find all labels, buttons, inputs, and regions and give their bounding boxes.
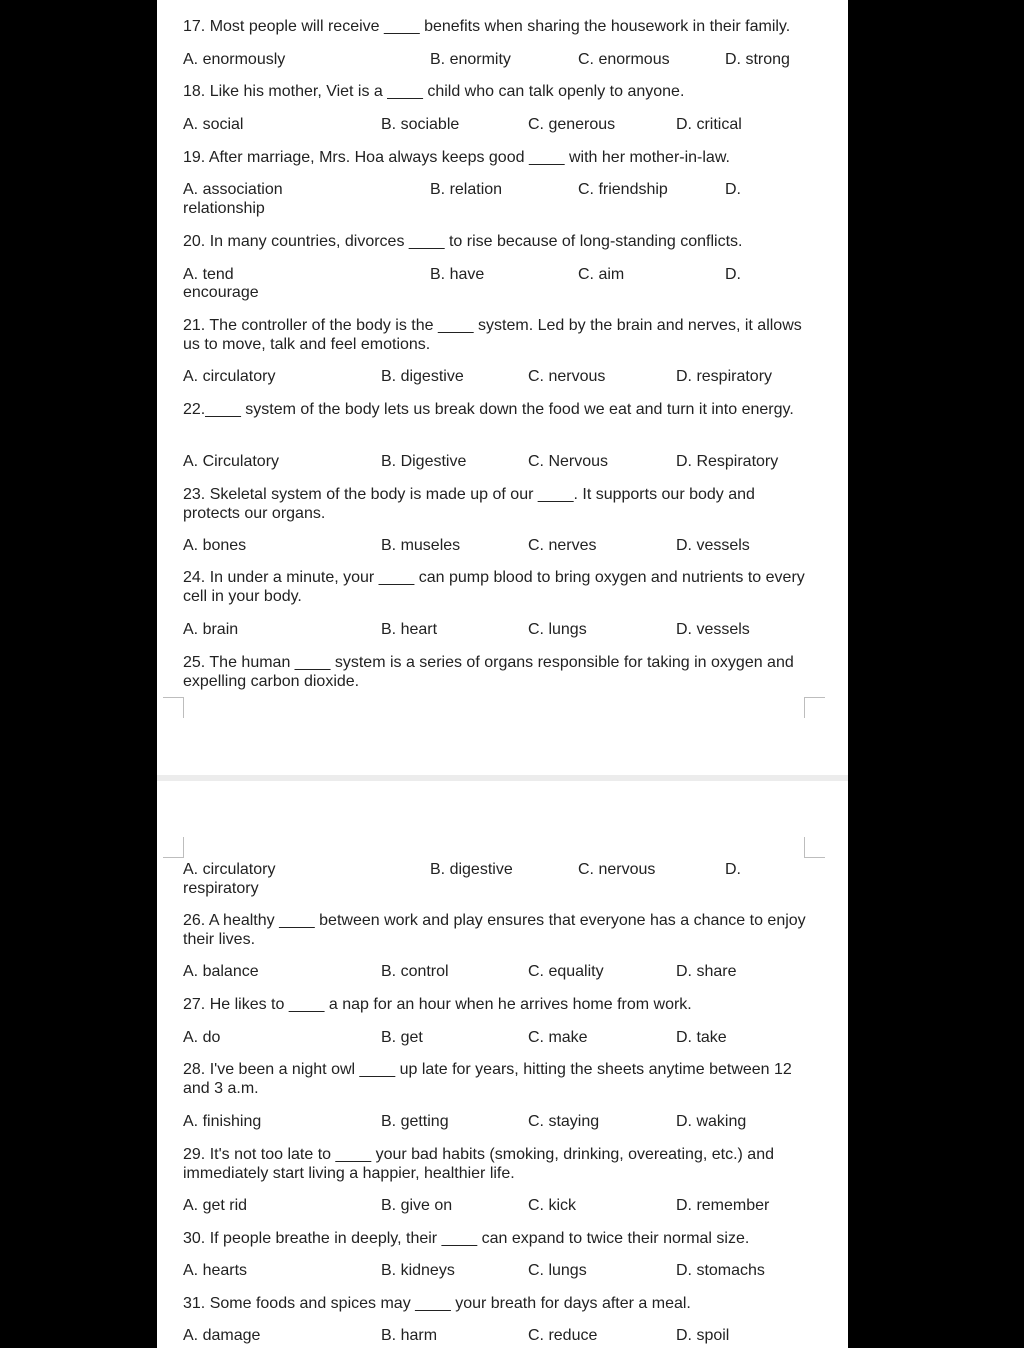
option-17b: B. enormity xyxy=(430,51,511,68)
document-page-2 xyxy=(157,781,848,1348)
question-29: 29. It's not too late to ____ your bad habits (smoking, drinking, overeating, etc.) and immediately start living a happier, healthier life. xyxy=(183,1146,774,1182)
question-19: 19. After marriage, Mrs. Hoa always keeps good ____ with her mother-in-law. xyxy=(183,149,730,166)
option-30b: B. kidneys xyxy=(381,1262,455,1279)
option-22d: D. Respiratory xyxy=(676,453,779,470)
option-25d: D. xyxy=(725,861,741,878)
question-20: 20. In many countries, divorces ____ to rise because of long-standing conflicts. xyxy=(183,233,743,250)
question-18: 18. Like his mother, Viet is a ____ child who can talk openly to anyone. xyxy=(183,83,685,100)
option-18d: D. critical xyxy=(676,116,742,133)
option-31d: D. spoil xyxy=(676,1327,730,1344)
option-20d: D. xyxy=(725,266,741,283)
option-22b: B. Digestive xyxy=(381,453,467,470)
option-27b: B. get xyxy=(381,1029,423,1046)
option-23d: D. vessels xyxy=(676,537,750,554)
option-27c: C. make xyxy=(528,1029,588,1046)
option-19a: A. association xyxy=(183,181,283,198)
page-corner-mark xyxy=(804,837,825,858)
option-28d: D. waking xyxy=(676,1113,747,1130)
option-26c: C. equality xyxy=(528,963,604,980)
question-27: 27. He likes to ____ a nap for an hour when he arrives home from work. xyxy=(183,996,692,1013)
option-26b: B. control xyxy=(381,963,449,980)
option-28a: A. finishing xyxy=(183,1113,262,1130)
option-24d: D. vessels xyxy=(676,621,750,638)
option-18a: A. social xyxy=(183,116,244,133)
option-20c: C. aim xyxy=(578,266,625,283)
option-24b: B. heart xyxy=(381,621,438,638)
option-31c: C. reduce xyxy=(528,1327,598,1344)
option-25a: A. circulatory xyxy=(183,861,276,878)
option-25d-text: respiratory xyxy=(183,880,259,897)
option-18c: C. generous xyxy=(528,116,616,133)
option-20b: B. have xyxy=(430,266,485,283)
option-23c: C. nerves xyxy=(528,537,597,554)
question-31: 31. Some foods and spices may ____ your breath for days after a meal. xyxy=(183,1295,691,1312)
option-20d-text: encourage xyxy=(183,284,259,301)
option-25b: B. digestive xyxy=(430,861,513,878)
option-31a: A. damage xyxy=(183,1327,261,1344)
question-28: 28. I've been a night owl ____ up late for years, hitting the sheets anytime between 12 and 3 a.m. xyxy=(183,1061,792,1097)
document-page-1 xyxy=(157,0,848,775)
option-19d-text: relationship xyxy=(183,200,265,217)
option-19c: C. friendship xyxy=(578,181,668,198)
question-24: 24. In under a minute, your ____ can pump blood to bring oxygen and nutrients to every cell in your body. xyxy=(183,569,805,605)
question-17: 17. Most people will receive ____ benefits when sharing the housework in their family. xyxy=(183,18,791,35)
option-26d: D. share xyxy=(676,963,737,980)
page-corner-mark xyxy=(804,697,825,718)
question-25: 25. The human ____ system is a series of organs responsible for taking in oxygen and expelling carbon dioxide. xyxy=(183,654,794,690)
option-28b: B. getting xyxy=(381,1113,449,1130)
option-30d: D. stomachs xyxy=(676,1262,765,1279)
option-24c: C. lungs xyxy=(528,621,587,638)
question-21: 21. The controller of the body is the ____ system. Led by the brain and nerves, it allows us to move, talk and feel emotions. xyxy=(183,317,802,353)
option-17c: C. enormous xyxy=(578,51,670,68)
option-28c: C. staying xyxy=(528,1113,600,1130)
option-29d: D. remember xyxy=(676,1197,770,1214)
option-27d: D. take xyxy=(676,1029,727,1046)
option-23a: A. bones xyxy=(183,537,247,554)
option-21a: A. circulatory xyxy=(183,368,276,385)
option-27a: A. do xyxy=(183,1029,221,1046)
option-20a: A. tend xyxy=(183,266,234,283)
option-21d: D. respiratory xyxy=(676,368,773,385)
option-25c: C. nervous xyxy=(578,861,656,878)
option-21c: C. nervous xyxy=(528,368,606,385)
page-corner-mark xyxy=(163,697,184,718)
option-17a: A. enormously xyxy=(183,51,286,68)
option-19d: D. xyxy=(725,181,741,198)
option-22a: A. Circulatory xyxy=(183,453,280,470)
option-29a: A. get rid xyxy=(183,1197,248,1214)
option-17d: D. strong xyxy=(725,51,790,68)
option-24a: A. brain xyxy=(183,621,239,638)
option-22c: C. Nervous xyxy=(528,453,609,470)
option-23b: B. museles xyxy=(381,537,461,554)
question-30: 30. If people breathe in deeply, their ____ can expand to twice their normal size. xyxy=(183,1230,750,1247)
question-23: 23. Skeletal system of the body is made up of our ____. It supports our body and protects our organs. xyxy=(183,486,755,522)
question-26: 26. A healthy ____ between work and play ensures that everyone has a chance to enjoy their lives. xyxy=(183,912,806,948)
option-31b: B. harm xyxy=(381,1327,438,1344)
option-19b: B. relation xyxy=(430,181,503,198)
page-corner-mark xyxy=(163,837,184,858)
option-30c: C. lungs xyxy=(528,1262,587,1279)
option-26a: A. balance xyxy=(183,963,259,980)
option-29b: B. give on xyxy=(381,1197,453,1214)
option-18b: B. sociable xyxy=(381,116,460,133)
option-29c: C. kick xyxy=(528,1197,576,1214)
option-30a: A. hearts xyxy=(183,1262,248,1279)
option-21b: B. digestive xyxy=(381,368,464,385)
question-22: 22.____ system of the body lets us break down the food we eat and turn it into energy. xyxy=(183,401,794,418)
